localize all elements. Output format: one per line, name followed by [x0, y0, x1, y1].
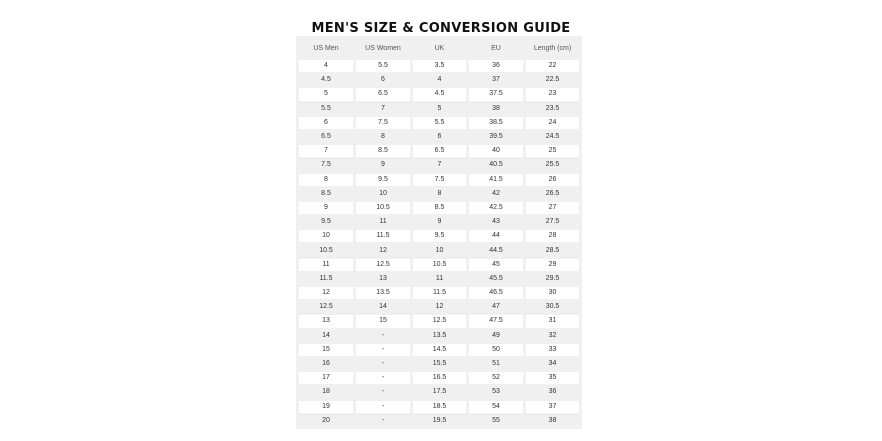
- us-women-cell: 13.5: [356, 287, 410, 299]
- length-cm-cell: 25: [526, 145, 579, 157]
- us-men-cell: 8.5: [299, 188, 353, 200]
- uk-cell: 12.5: [413, 315, 466, 327]
- us-men-cell: 19: [299, 401, 353, 413]
- uk-cell: 10: [413, 244, 466, 256]
- uk-cell: 19.5: [413, 415, 466, 427]
- us-men-cell: 9: [299, 202, 353, 214]
- uk-cell: 16.5: [413, 372, 466, 384]
- length-cm-cell: 38: [526, 415, 579, 427]
- column-header-length-cm: Length (cm): [526, 38, 579, 58]
- uk-cell: 11.5: [413, 287, 466, 299]
- uk-cell: 9.5: [413, 230, 466, 242]
- size-conversion-table: [296, 36, 582, 429]
- length-cm-cell: 23: [526, 88, 579, 100]
- us-men-cell: 5: [299, 88, 353, 100]
- table-row: [299, 88, 579, 100]
- uk-cell: 13.5: [413, 330, 466, 342]
- column-header-uk: UK: [413, 38, 466, 58]
- table-row: [299, 60, 579, 72]
- us-men-cell: 5.5: [299, 103, 353, 115]
- table-row: [299, 358, 579, 370]
- table-row: [299, 131, 579, 143]
- length-cm-cell: 23.5: [526, 103, 579, 115]
- us-women-cell: 8: [356, 131, 410, 143]
- us-men-cell: 16: [299, 358, 353, 370]
- eu-cell: 54: [469, 401, 523, 413]
- us-women-cell: -: [356, 401, 410, 413]
- eu-cell: 40.5: [469, 159, 523, 171]
- us-men-cell: 11: [299, 259, 353, 271]
- length-cm-cell: 30: [526, 287, 579, 299]
- us-men-cell: 20: [299, 415, 353, 427]
- eu-cell: 37.5: [469, 88, 523, 100]
- us-men-cell: 14: [299, 330, 353, 342]
- eu-cell: 51: [469, 358, 523, 370]
- us-men-cell: 8: [299, 174, 353, 186]
- uk-cell: 3.5: [413, 60, 466, 72]
- us-men-cell: 9.5: [299, 216, 353, 228]
- uk-cell: 9: [413, 216, 466, 228]
- table-row: [299, 159, 579, 171]
- uk-cell: 5.5: [413, 117, 466, 129]
- table-row: [299, 315, 579, 327]
- length-cm-cell: 35: [526, 372, 579, 384]
- eu-cell: 50: [469, 344, 523, 356]
- us-men-cell: 13: [299, 315, 353, 327]
- eu-cell: 47.5: [469, 315, 523, 327]
- uk-cell: 4: [413, 74, 466, 86]
- eu-cell: 37: [469, 74, 523, 86]
- table-row: [299, 244, 579, 256]
- table-row: [299, 174, 579, 186]
- us-men-cell: 4: [299, 60, 353, 72]
- us-women-cell: 11.5: [356, 230, 410, 242]
- us-men-cell: 7: [299, 145, 353, 157]
- us-women-cell: -: [356, 330, 410, 342]
- eu-cell: 41.5: [469, 174, 523, 186]
- uk-cell: 7: [413, 159, 466, 171]
- table-row: [299, 330, 579, 342]
- eu-cell: 36: [469, 60, 523, 72]
- us-men-cell: 17: [299, 372, 353, 384]
- us-women-cell: 10: [356, 188, 410, 200]
- table-header-row: [299, 38, 579, 58]
- table-row: [299, 216, 579, 228]
- length-cm-cell: 26: [526, 174, 579, 186]
- uk-cell: 18.5: [413, 401, 466, 413]
- uk-cell: 17.5: [413, 386, 466, 398]
- table-row: [299, 301, 579, 313]
- eu-cell: 43: [469, 216, 523, 228]
- column-header-us-men: US Men: [299, 38, 353, 58]
- table-row: [299, 372, 579, 384]
- eu-cell: 42.5: [469, 202, 523, 214]
- uk-cell: 8: [413, 188, 466, 200]
- us-women-cell: -: [356, 386, 410, 398]
- length-cm-cell: 28.5: [526, 244, 579, 256]
- length-cm-cell: 27: [526, 202, 579, 214]
- us-women-cell: 13: [356, 273, 410, 285]
- us-men-cell: 10.5: [299, 244, 353, 256]
- uk-cell: 14.5: [413, 344, 466, 356]
- eu-cell: 38.5: [469, 117, 523, 129]
- table-row: [299, 103, 579, 115]
- us-women-cell: 6: [356, 74, 410, 86]
- eu-cell: 49: [469, 330, 523, 342]
- uk-cell: 15.5: [413, 358, 466, 370]
- us-men-cell: 12.5: [299, 301, 353, 313]
- length-cm-cell: 24.5: [526, 131, 579, 143]
- table-row: [299, 145, 579, 157]
- us-men-cell: 18: [299, 386, 353, 398]
- eu-cell: 55: [469, 415, 523, 427]
- uk-cell: 8.5: [413, 202, 466, 214]
- us-women-cell: 12.5: [356, 259, 410, 271]
- uk-cell: 4.5: [413, 88, 466, 100]
- length-cm-cell: 22.5: [526, 74, 579, 86]
- us-women-cell: 11: [356, 216, 410, 228]
- eu-cell: 39.5: [469, 131, 523, 143]
- column-header-us-women: US Women: [356, 38, 410, 58]
- length-cm-cell: 28: [526, 230, 579, 242]
- us-women-cell: 9.5: [356, 174, 410, 186]
- length-cm-cell: 25.5: [526, 159, 579, 171]
- uk-cell: 7.5: [413, 174, 466, 186]
- length-cm-cell: 29.5: [526, 273, 579, 285]
- table-row: [299, 202, 579, 214]
- us-women-cell: 15: [356, 315, 410, 327]
- uk-cell: 6: [413, 131, 466, 143]
- length-cm-cell: 33: [526, 344, 579, 356]
- us-women-cell: -: [356, 344, 410, 356]
- table-row: [299, 230, 579, 242]
- us-men-cell: 11.5: [299, 273, 353, 285]
- eu-cell: 42: [469, 188, 523, 200]
- length-cm-cell: 37: [526, 401, 579, 413]
- us-men-cell: 7.5: [299, 159, 353, 171]
- table-row: [299, 188, 579, 200]
- eu-cell: 47: [469, 301, 523, 313]
- eu-cell: 44: [469, 230, 523, 242]
- table-row: [299, 287, 579, 299]
- us-women-cell: 10.5: [356, 202, 410, 214]
- table-row: [299, 259, 579, 271]
- table-row: [299, 273, 579, 285]
- length-cm-cell: 30.5: [526, 301, 579, 313]
- us-women-cell: 8.5: [356, 145, 410, 157]
- us-women-cell: 7.5: [356, 117, 410, 129]
- length-cm-cell: 24: [526, 117, 579, 129]
- page-title: MEN'S SIZE & CONVERSION GUIDE: [311, 20, 571, 36]
- length-cm-cell: 34: [526, 358, 579, 370]
- length-cm-cell: 36: [526, 386, 579, 398]
- table-row: [299, 74, 579, 86]
- length-cm-cell: 26.5: [526, 188, 579, 200]
- eu-cell: 53: [469, 386, 523, 398]
- us-women-cell: 7: [356, 103, 410, 115]
- uk-cell: 11: [413, 273, 466, 285]
- us-men-cell: 4.5: [299, 74, 353, 86]
- table-row: [299, 401, 579, 413]
- table-row: [299, 117, 579, 129]
- table-row: [299, 344, 579, 356]
- us-women-cell: 14: [356, 301, 410, 313]
- length-cm-cell: 31: [526, 315, 579, 327]
- uk-cell: 12: [413, 301, 466, 313]
- table-row: [299, 415, 579, 427]
- table-row: [299, 386, 579, 398]
- eu-cell: 38: [469, 103, 523, 115]
- us-women-cell: 9: [356, 159, 410, 171]
- eu-cell: 45.5: [469, 273, 523, 285]
- us-men-cell: 10: [299, 230, 353, 242]
- eu-cell: 45: [469, 259, 523, 271]
- us-women-cell: -: [356, 415, 410, 427]
- length-cm-cell: 32: [526, 330, 579, 342]
- eu-cell: 44.5: [469, 244, 523, 256]
- us-women-cell: -: [356, 372, 410, 384]
- uk-cell: 10.5: [413, 259, 466, 271]
- eu-cell: 52: [469, 372, 523, 384]
- us-men-cell: 6: [299, 117, 353, 129]
- us-men-cell: 12: [299, 287, 353, 299]
- uk-cell: 6.5: [413, 145, 466, 157]
- us-women-cell: -: [356, 358, 410, 370]
- eu-cell: 40: [469, 145, 523, 157]
- us-women-cell: 5.5: [356, 60, 410, 72]
- us-women-cell: 12: [356, 244, 410, 256]
- length-cm-cell: 29: [526, 259, 579, 271]
- uk-cell: 5: [413, 103, 466, 115]
- length-cm-cell: 27.5: [526, 216, 579, 228]
- eu-cell: 46.5: [469, 287, 523, 299]
- column-header-eu: EU: [469, 38, 523, 58]
- us-men-cell: 6.5: [299, 131, 353, 143]
- length-cm-cell: 22: [526, 60, 579, 72]
- us-women-cell: 6.5: [356, 88, 410, 100]
- table-body: [299, 60, 579, 427]
- us-men-cell: 15: [299, 344, 353, 356]
